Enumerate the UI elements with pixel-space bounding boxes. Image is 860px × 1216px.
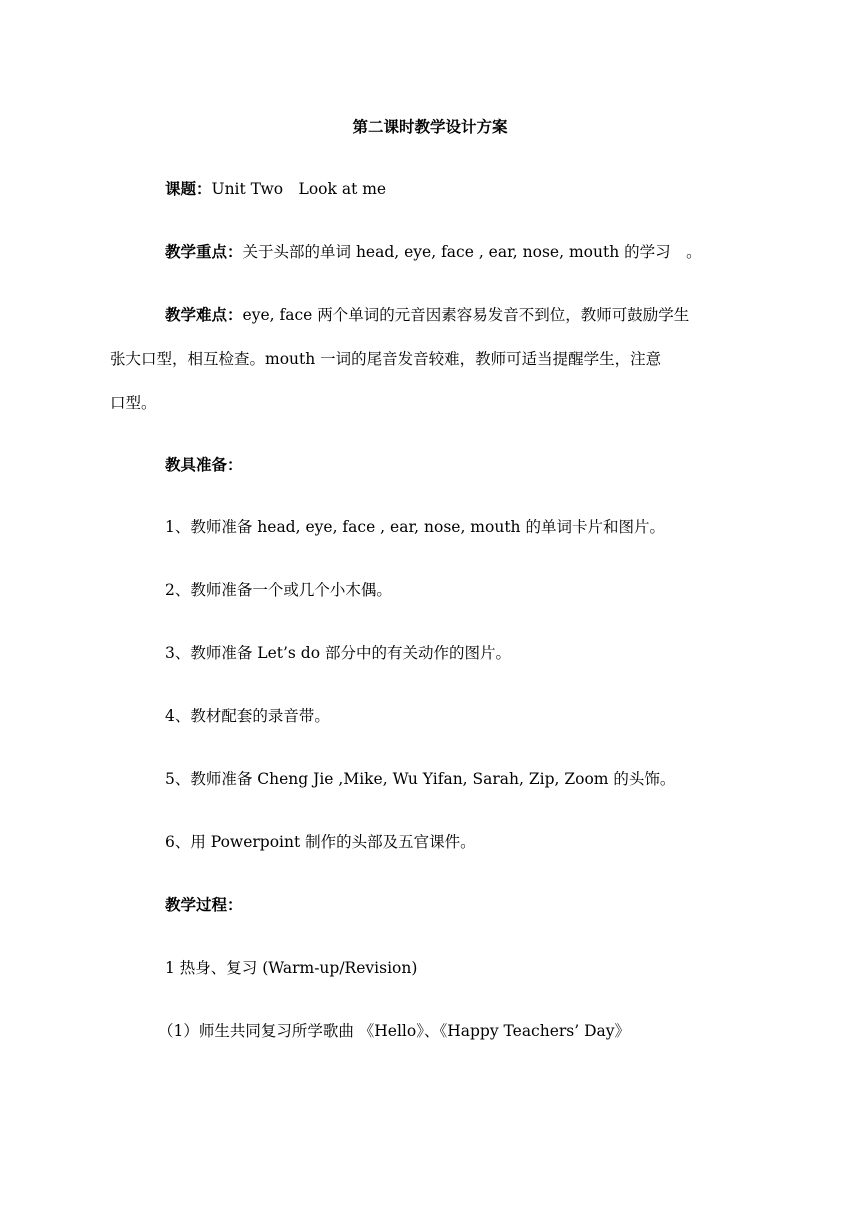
- key-points-paragraph: [110, 241, 790, 263]
- document-title: 第二课时教学设计方案: [352, 117, 508, 136]
- materials-item-1: 1、教师准备 head, eye, face , ear, nose, mouth 的单词卡片和图片。: [165, 518, 665, 536]
- topic-value: Unit Two Look at me: [211, 180, 387, 198]
- materials-item-3: 3、教师准备 Let’s do 部分中的有关动作的图片。: [165, 644, 511, 662]
- key-points-value: 关于头部的单词 head, eye, face , ear, nose, mouth 的学习 。: [242, 243, 702, 261]
- materials-heading: 教具准备：: [165, 455, 243, 474]
- materials-item-6: 6、用 Powerpoint 制作的头部及五官课件。: [165, 833, 476, 851]
- materials-item-4: 4、教材配套的录音带。: [165, 707, 330, 725]
- difficulties-line-3: 口型。: [110, 394, 157, 412]
- process-heading: 教学过程：: [165, 895, 243, 914]
- difficulties-paragraph: [110, 293, 735, 425]
- difficulties-label: 教学难点：: [165, 305, 243, 324]
- difficulties-line-1: [110, 293, 735, 337]
- difficulties-text-1: eye, face 两个单词的元音因素容易发音不到位，教师可鼓励学生: [242, 306, 690, 324]
- materials-item-5: 5、教师准备 Cheng Jie ,Mike, Wu Yifan, Sarah, Zip, Zoom 的头饰。: [165, 770, 676, 788]
- process-step-1-1: （1）师生共同复习所学歌曲 《Hello》、《Happy Teachers’ Day》: [158, 1022, 631, 1040]
- key-points-label: 教学重点：: [165, 242, 243, 261]
- topic-paragraph: [110, 178, 790, 200]
- difficulties-line-2: 张大口型，相互检查。mouth 一词的尾音发音较难，教师可适当提醒学生，注意: [110, 350, 662, 368]
- topic-label: 课题：: [165, 179, 212, 198]
- process-step-1: 1 热身、复习 (Warm-up/Revision): [165, 959, 418, 977]
- materials-item-2: 2、教师准备一个或几个小木偶。: [165, 581, 392, 599]
